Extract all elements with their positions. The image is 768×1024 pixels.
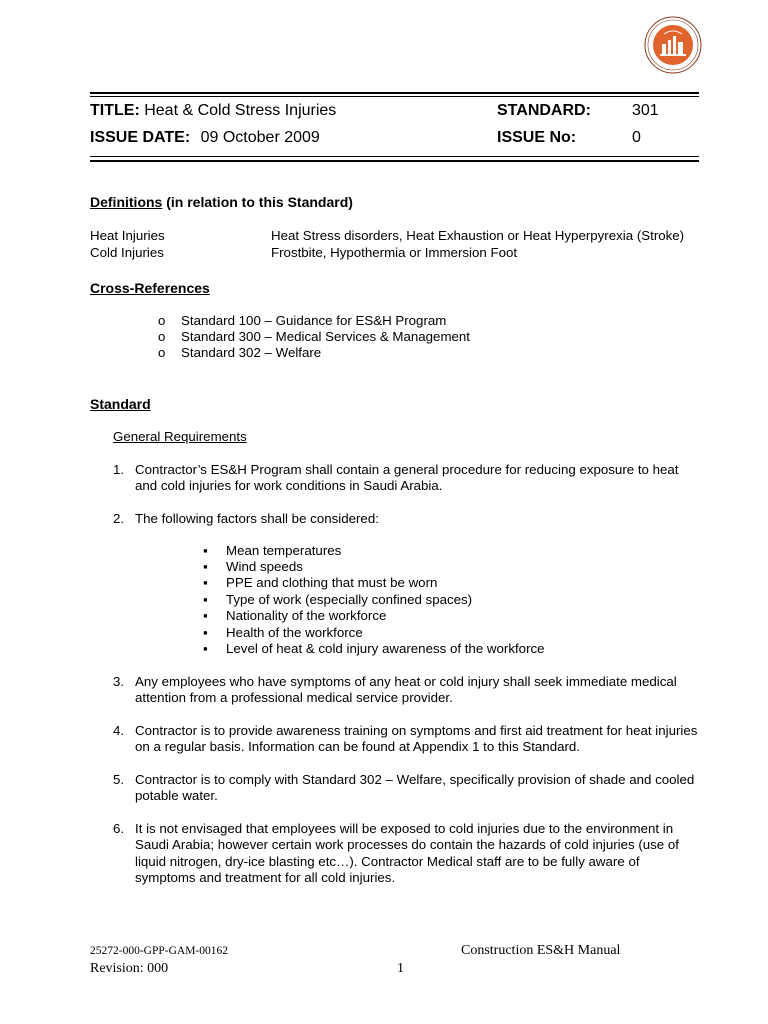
footer-manual-title: Construction ES&H Manual: [461, 943, 621, 958]
definitions-heading: Definitions (in relation to this Standard): [90, 194, 353, 210]
factor-item: PPE and clothing that must be worn: [226, 575, 438, 590]
bullet-icon: ▪: [203, 559, 208, 574]
issue-date-label: ISSUE DATE:: [90, 129, 191, 146]
issue-date-row: [90, 129, 320, 147]
bullet-icon: o: [158, 345, 166, 360]
factor-item: Level of heat & cold injury awareness of the workforce: [226, 641, 545, 656]
factor-item: Nationality of the workforce: [226, 608, 387, 623]
bullet-icon: ▪: [203, 575, 208, 590]
header-top-rule-thin: [90, 96, 699, 97]
title-row: [90, 102, 336, 120]
definition-term: Heat Injuries: [90, 228, 165, 243]
definition-text: Heat Stress disorders, Heat Exhaustion or Heat Hyperpyrexia (Stroke): [271, 228, 685, 243]
factor-item: Mean temperatures: [226, 543, 342, 558]
bullet-icon: ▪: [203, 543, 208, 558]
organization-seal-icon: [644, 16, 702, 74]
factor-item: Type of work (especially confined spaces): [226, 592, 473, 607]
issue-no-value: 0: [632, 129, 641, 146]
standard-label: STANDARD:: [497, 102, 591, 119]
cross-references-heading: Cross-References: [90, 280, 210, 296]
cross-reference-item: Standard 300 – Medical Services & Management: [181, 329, 470, 344]
title-label: TITLE:: [90, 102, 140, 119]
cross-reference-item: Standard 100 – Guidance for ES&H Program: [181, 313, 447, 328]
definition-term: Cold Injuries: [90, 245, 164, 260]
definition-text: Frostbite, Hypothermia or Immersion Foot: [271, 245, 518, 260]
bullet-icon: o: [158, 329, 166, 344]
issue-no-label: ISSUE No:: [497, 129, 577, 146]
bullet-icon: ▪: [203, 641, 208, 656]
standard-heading: Standard: [90, 396, 151, 412]
bullet-icon: ▪: [203, 608, 208, 623]
factor-item: Wind speeds: [226, 559, 303, 574]
header-bottom-rule-thin: [90, 156, 699, 157]
bullet-icon: o: [158, 313, 166, 328]
cross-reference-item: Standard 302 – Welfare: [181, 345, 322, 360]
footer-revision: Revision: 000: [90, 961, 169, 976]
footer-page-number: 1: [397, 961, 404, 976]
issue-date-value: 09 October 2009: [200, 129, 320, 146]
title-value: Heat & Cold Stress Injuries: [144, 102, 337, 119]
general-requirements-subheading: General Requirements: [113, 429, 247, 444]
standard-value: 301: [632, 102, 659, 119]
bullet-icon: ▪: [203, 625, 208, 640]
header-bottom-rule: [90, 160, 699, 162]
footer-doc-number: 25272-000-GPP-GAM-00162: [90, 945, 228, 957]
bullet-icon: ▪: [203, 592, 208, 607]
factor-item: Health of the workforce: [226, 625, 363, 640]
header-top-rule: [90, 92, 699, 94]
